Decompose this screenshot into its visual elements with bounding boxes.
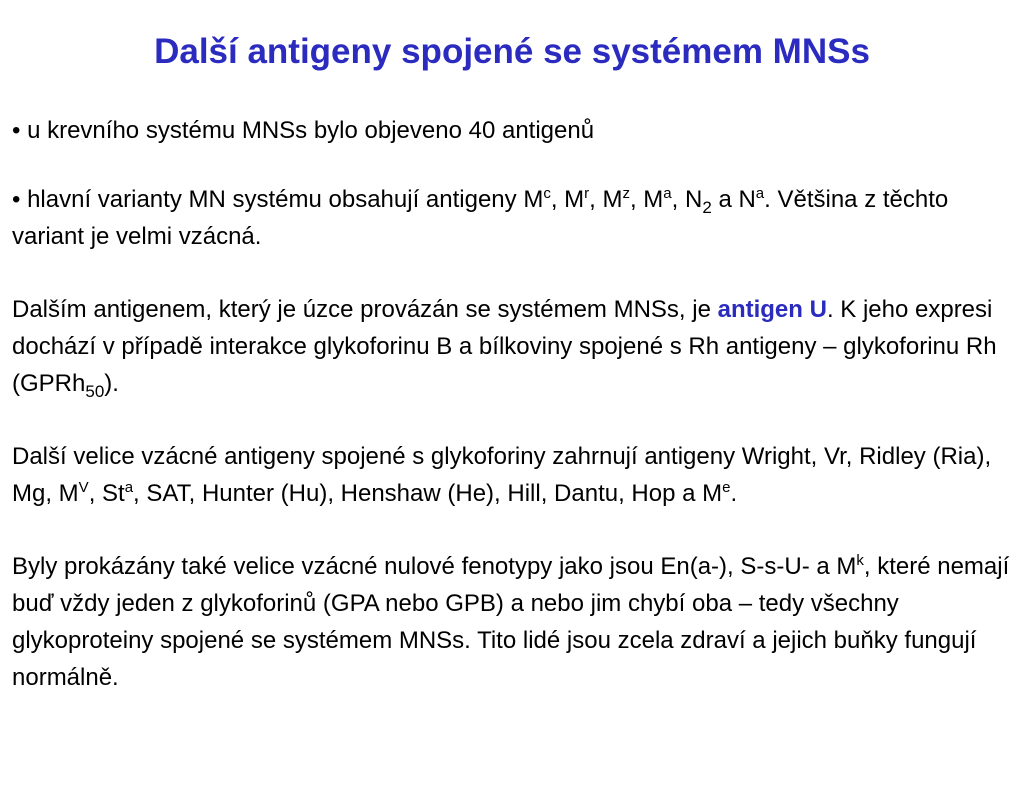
- paragraph-text: a N: [711, 186, 756, 213]
- paragraph-text: ).: [104, 370, 119, 397]
- slide-body: [12, 112, 1012, 732]
- paragraph-text: , N: [671, 186, 703, 213]
- paragraph-text: , M: [550, 186, 585, 213]
- paragraph-text: , M: [589, 186, 623, 213]
- paragraph-text: u krevního systému MNSs bylo objeveno 40 antigenů: [27, 117, 595, 144]
- bullet-icon: •: [12, 117, 21, 144]
- paragraph-rare-antigens: [12, 438, 1012, 512]
- subscript: 50: [85, 382, 105, 401]
- paragraph-text: , M: [629, 186, 664, 213]
- paragraph-text: Dalším antigenem, který je úzce provázán se systémem MNSs, je: [12, 296, 718, 323]
- paragraph-antigen-u: [12, 291, 1012, 402]
- bullet-paragraph-antigen-count: [12, 112, 1012, 149]
- superscript: k: [856, 552, 864, 569]
- superscript: r: [584, 185, 590, 202]
- highlighted-term: antigen U: [717, 296, 827, 323]
- bullet-icon: •: [12, 186, 21, 213]
- superscript: a: [755, 185, 765, 202]
- superscript: z: [622, 185, 630, 202]
- paragraph-text: . Většina z těchto variant je velmi vzácná.: [12, 186, 949, 250]
- paragraph-text: Byly prokázány také velice vzácné nulové fenotypy jako jsou En(a-), S-s-U- a M: [12, 553, 857, 580]
- paragraph-text: , které nemají buď vždy jeden z glykoforinů (GPA nebo GPB) a nebo jim chybí oba – tedy všechny glykoproteiny spojené se systémem MNSs. Tito lidé jsou zcela zdraví a jejich buňky fungují normálně.: [12, 553, 1010, 691]
- paragraph-text: . K jeho expresi dochází v případě interakce glykoforinu B a bílkoviny spojené s Rh antigeny – glykoforinu Rh (GPRh: [12, 296, 997, 397]
- bullet-paragraph-mn-variants: [12, 181, 1012, 255]
- superscript: a: [124, 479, 134, 496]
- paragraph-text: , SAT, Hunter (Hu), Henshaw (He), Hill, Dantu, Hop a M: [133, 480, 723, 507]
- superscript: c: [543, 185, 551, 202]
- superscript: e: [722, 479, 731, 496]
- paragraph-text: .: [730, 480, 738, 507]
- superscript: V: [78, 479, 89, 496]
- paragraph-text: , St: [88, 480, 125, 507]
- paragraph-text: hlavní varianty MN systému obsahují antigeny M: [27, 186, 544, 213]
- slide-title: Další antigeny spojené se systémem MNSs: [154, 32, 870, 71]
- paragraph-null-phenotypes: [12, 548, 1012, 696]
- subscript: 2: [702, 198, 712, 217]
- paragraph-text: Další velice vzácné antigeny spojené s glykoforiny zahrnují antigeny Wright, Vr, Ridley (Ria), Mg, M: [12, 443, 992, 507]
- superscript: a: [663, 185, 672, 202]
